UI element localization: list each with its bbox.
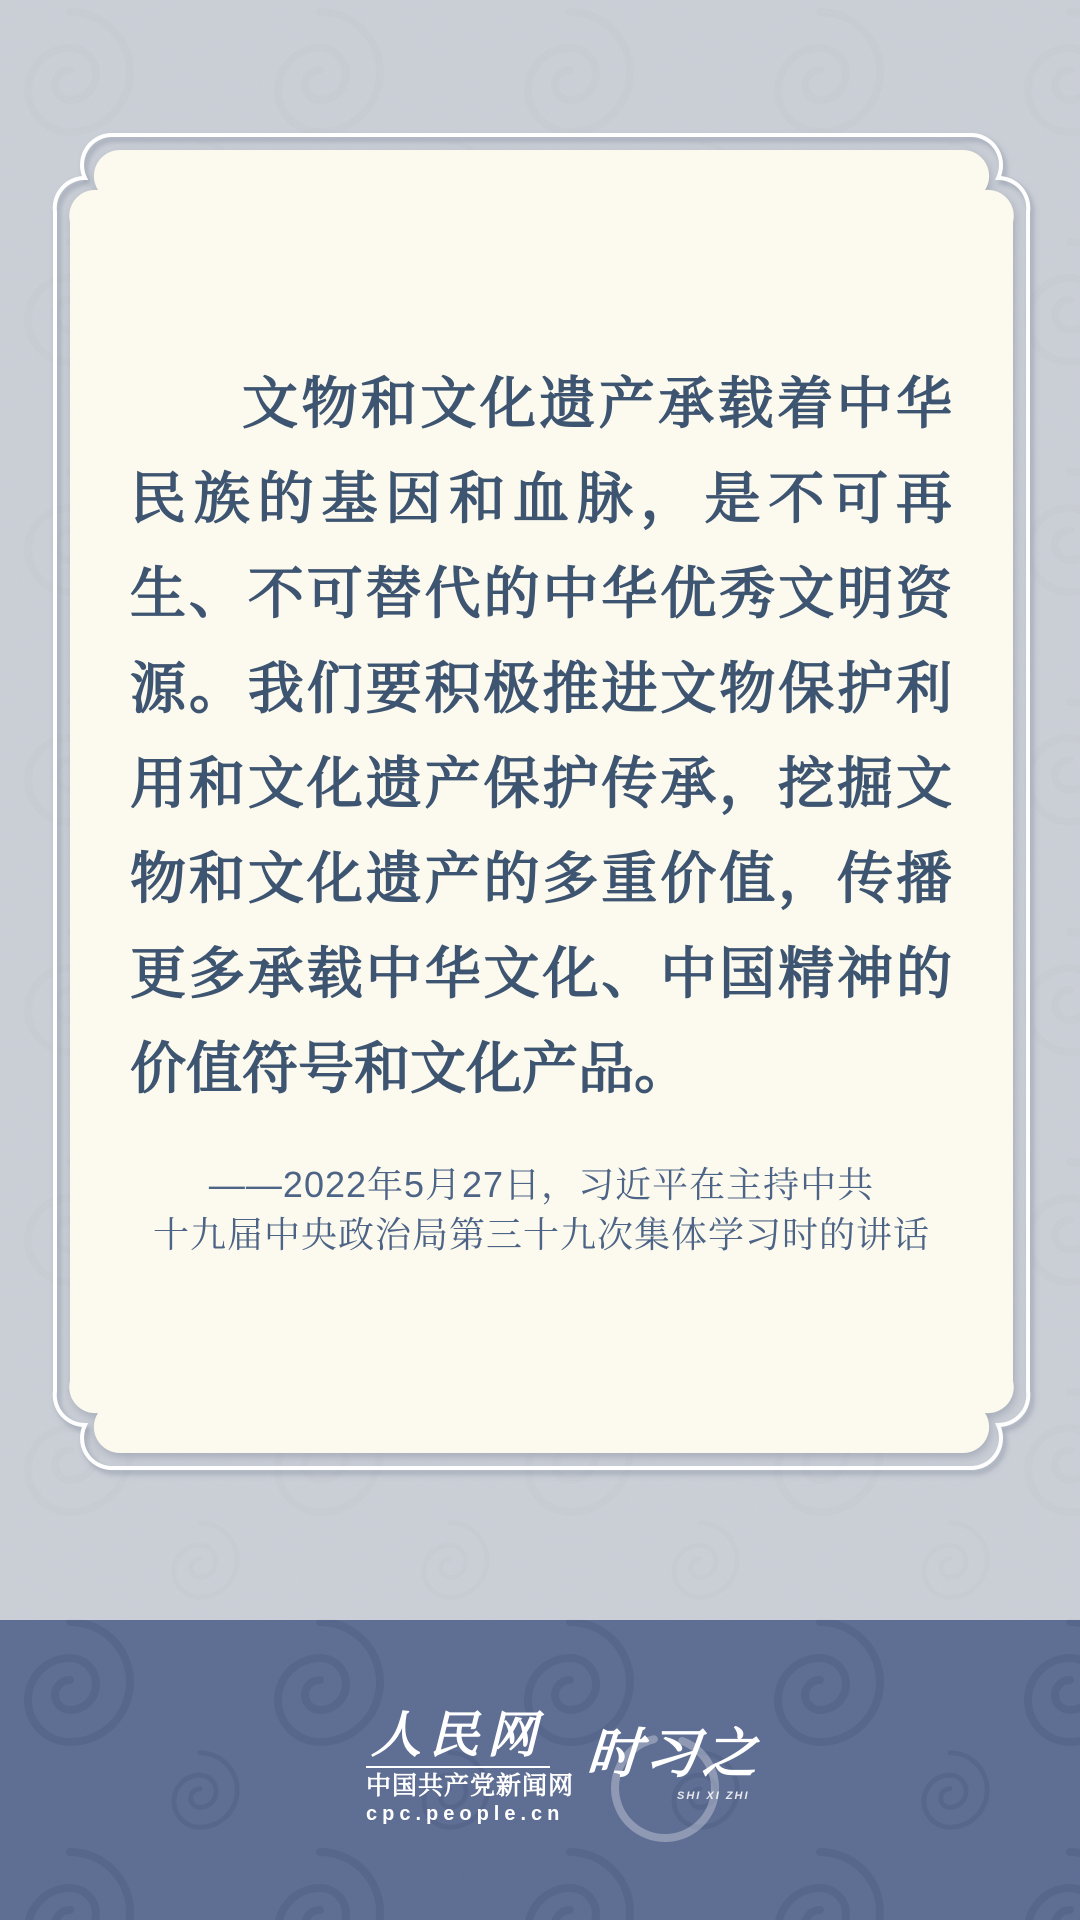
logo-divider (366, 1766, 550, 1768)
quote-line: 生、不可替代的中华优秀文明资 (130, 564, 952, 626)
shixizhi-logo-block (584, 1720, 764, 1900)
people-daily-logo: 人民网 (371, 1707, 545, 1763)
quote-line: 用和文化遗产保护传承，挖掘文 (130, 754, 952, 816)
quote-line: 更多承载中华文化、中国精神的 (130, 944, 952, 1006)
quote-line: 文物和文化遗产承载着中华 (242, 374, 952, 436)
quote-line: 物和文化遗产的多重价值，传播 (130, 849, 952, 911)
attribution-line-2: 十九届中央政治局第三十九次集体学习时的讲话 (152, 1214, 930, 1255)
people-daily-logo-block (366, 1706, 575, 1825)
attribution (70, 1160, 1013, 1260)
shixizhi-latin-label: SHI XI ZHI (677, 1790, 750, 1802)
attribution-line-1: ——2022年5月27日，习近平在主持中共 (208, 1164, 875, 1205)
quote-line: 价值符号和文化产品。 (130, 1039, 690, 1101)
site-name: 中国共产党新闻网 (366, 1772, 575, 1800)
footer (0, 1620, 1080, 1920)
quote-line: 源。我们要积极推进文物保护利 (130, 659, 952, 721)
quote-text (130, 358, 952, 1118)
site-url: cpc.people.cn (366, 1803, 565, 1825)
quote-line: 民族的基因和血脉，是不可再 (130, 469, 952, 531)
shixizhi-logo: 时习之 (584, 1724, 764, 1784)
